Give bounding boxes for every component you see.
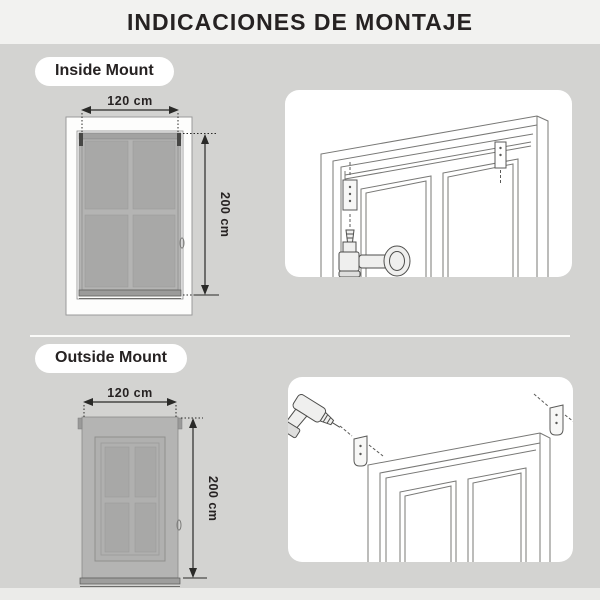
page-title: INDICACIONES DE MONTAJE <box>127 8 473 35</box>
inside-mount-illustration-card <box>285 90 572 277</box>
blind-bottom-bar <box>79 290 181 296</box>
width-dimension <box>83 398 177 417</box>
height-dimension-label: 200 cm <box>206 476 220 522</box>
height-dimension <box>181 418 207 578</box>
inside-mount-window-diagram <box>45 95 240 330</box>
outside-mount-window-diagram <box>45 385 240 600</box>
drill-icon <box>339 230 410 277</box>
bracket-icon <box>495 142 506 184</box>
blind-bottom-bar <box>80 578 180 584</box>
width-dimension-label: 120 cm <box>107 95 153 108</box>
bracket-icon <box>178 418 182 429</box>
footer-band <box>0 588 600 600</box>
bracket-icon <box>79 133 83 146</box>
section-divider <box>30 335 570 337</box>
outside-mount-illustration <box>288 377 573 562</box>
blind-top-rail <box>79 133 181 139</box>
bracket-icon <box>78 418 82 429</box>
drill-icon <box>288 392 344 455</box>
outside-mount-badge: Outside Mount <box>35 344 187 373</box>
window-perspective-drawing <box>368 433 550 562</box>
bracket-icon <box>177 133 181 146</box>
roller-blind <box>79 133 184 299</box>
bracket-icon <box>340 426 383 466</box>
bracket-icon <box>534 394 573 435</box>
roller-blind <box>78 417 182 587</box>
outside-mount-illustration-card <box>288 377 573 562</box>
height-dimension-label: 200 cm <box>218 192 232 238</box>
width-dimension-label: 120 cm <box>107 386 153 400</box>
inside-mount-badge: Inside Mount <box>35 57 174 86</box>
header-band <box>0 0 600 44</box>
inside-mount-illustration <box>285 90 572 277</box>
